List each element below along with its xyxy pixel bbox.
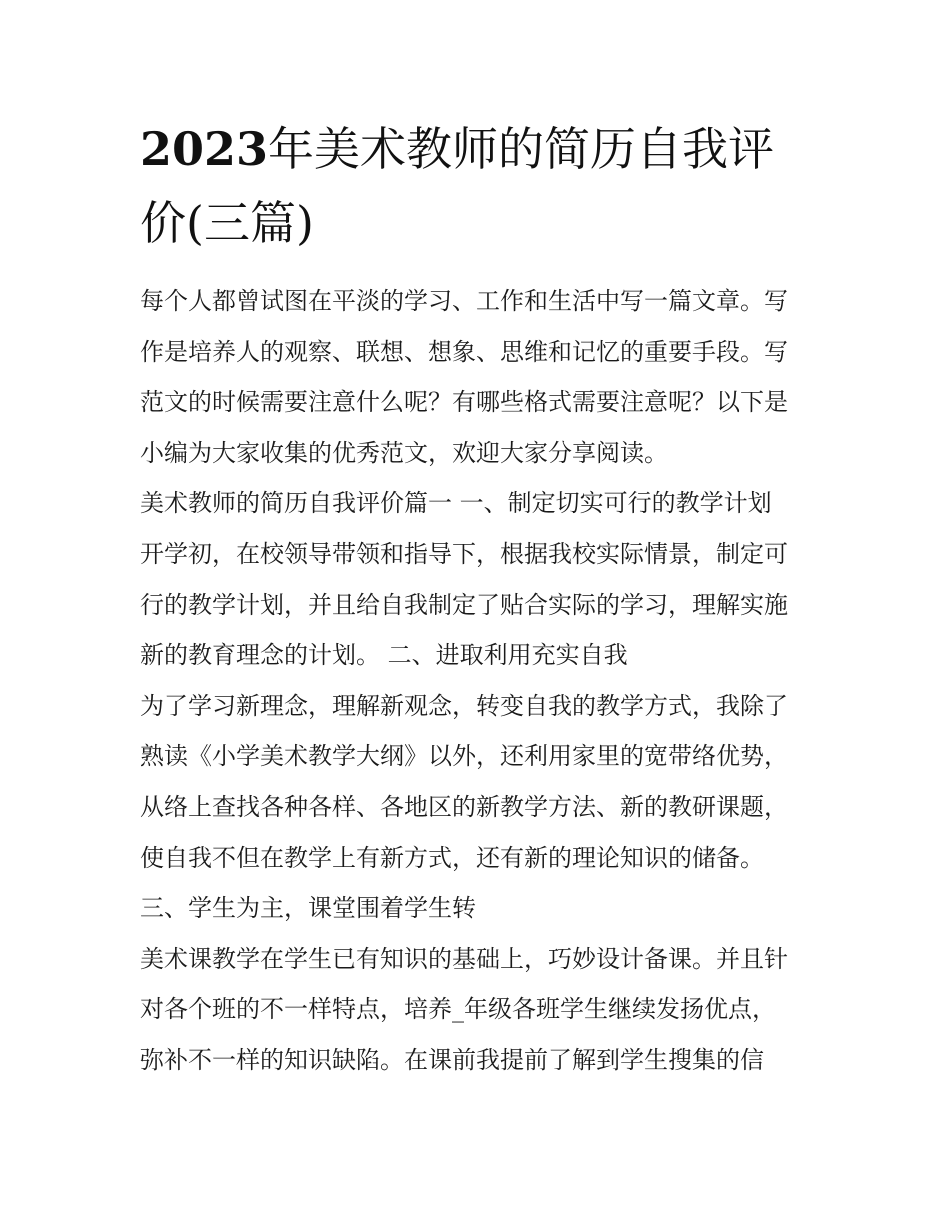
title-year: 2023 [140,122,269,176]
document-body [140,276,820,1086]
title-text: 年美术教师的简历自我评价(三篇) [140,122,775,250]
body-line: 作是培养人的观察、联想、想象、思维和记忆的重要手段。写 [140,337,788,366]
body-line: 从络上查找各种各样、各地区的新教学方法、新的教研课题， [140,792,788,821]
body-line: 行的教学计划，并且给自我制定了贴合实际的学习，理解实施 [140,590,788,619]
body-line: 使自我不但在教学上有新方式，还有新的理论知识的储备。 [140,843,764,872]
body-line: 新的教育理念的计划。 二、进取利用充实自我 [140,641,628,670]
body-line: 对各个班的不一样特点，培养_年级各班学生继续发扬优点， [140,995,776,1024]
document-page [140,0,820,1229]
body-line: 弥补不一样的知识缺陷。在课前我提前了解到学生搜集的信 [140,1045,764,1074]
body-line: 每个人都曾试图在平淡的学习、工作和生活中写一篇文章。写 [140,287,788,315]
body-line: 范文的时候需要注意什么呢？有哪些格式需要注意呢？以下是 [140,388,788,417]
body-line: 小编为大家收集的优秀范文，欢迎大家分享阅读。 [140,438,668,467]
body-line: 开学初，在校领导带领和指导下，根据我校实际情景，制定可 [140,539,788,568]
body-line: 为了学习新理念，理解新观念，转变自我的教学方式，我除了 [140,691,788,720]
body-line: 美术课教学在学生已有知识的基础上，巧妙设计备课。并且针 [140,944,788,973]
body-line: 美术教师的简历自我评价篇一 一、制定切实可行的教学计划 [140,489,772,518]
body-line: 三、学生为主，课堂围着学生转 [140,894,476,923]
document-title [140,112,820,260]
body-line: 熟读《小学美术教学大纲》以外，还利用家里的宽带络优势， [140,742,788,771]
